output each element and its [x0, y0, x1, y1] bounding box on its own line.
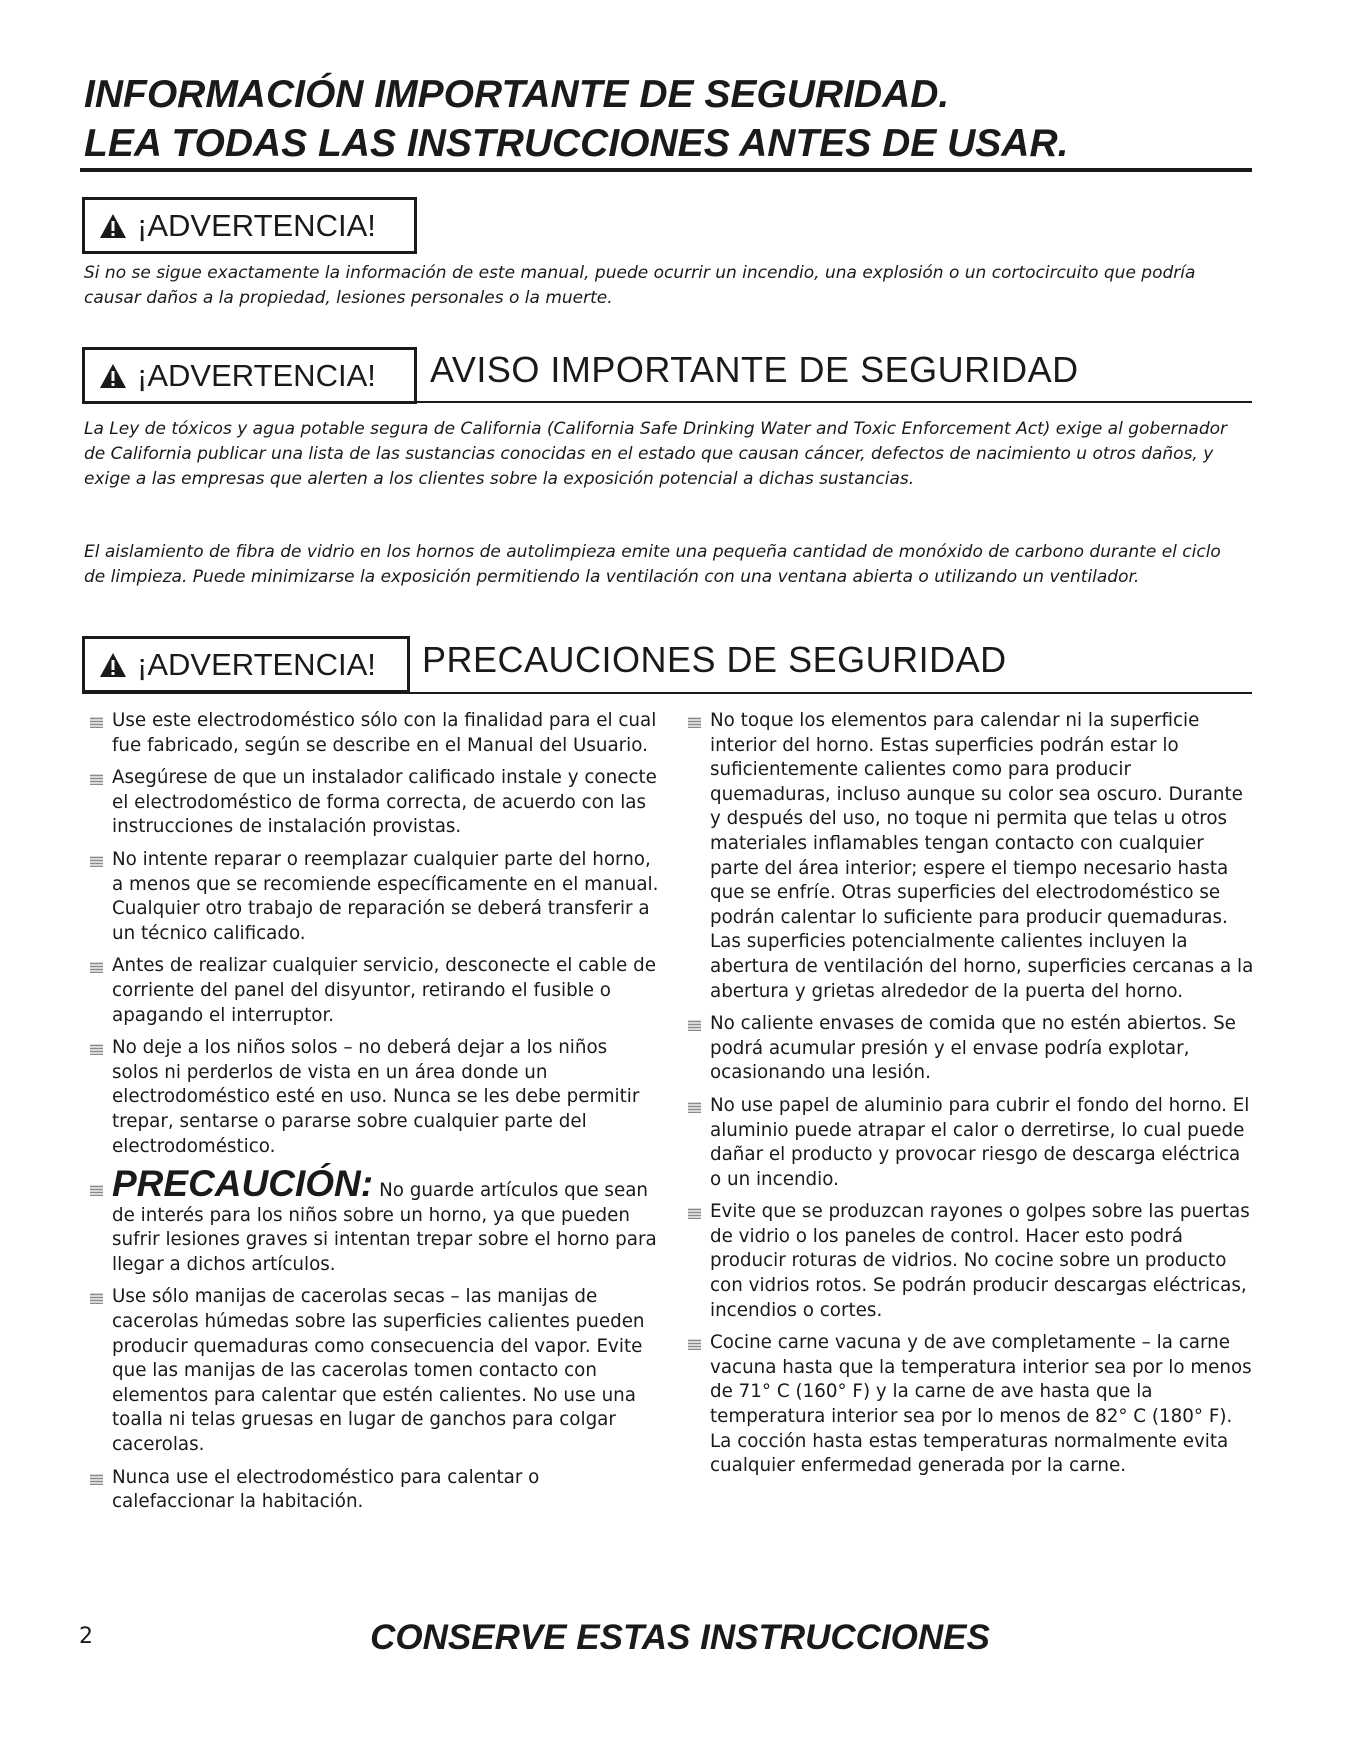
list-item: No caliente envases de comida que no estén abiertos. Se podrá acumular presión y el envase podría explotar, ocasionando una lesión.: [682, 1012, 1254, 1086]
section-heading-precauciones: PRECAUCIONES DE SEGURIDAD: [422, 639, 1007, 680]
bullet-icon: [688, 1020, 701, 1031]
section-heading-aviso: AVISO IMPORTANTE DE SEGURIDAD: [430, 349, 1079, 390]
list-item: Asegúrese de que un instalador calificado instale y conecte el electrodoméstico de forma correcta, de acuerdo con las instrucciones de instalación provistas.: [84, 766, 659, 840]
title-line-1: INFORMACIÓN IMPORTANTE DE SEGURIDAD.: [84, 73, 950, 116]
bullet-icon: [90, 717, 103, 728]
bullet-icon: [90, 1293, 103, 1304]
list-item: Use este electrodoméstico sólo con la finalidad para el cual fue fabricado, según se describe en el Manual del Usuario.: [84, 709, 659, 758]
section-2-divider: [82, 401, 1252, 403]
bullet-icon: [90, 1044, 103, 1055]
bullet-icon: [688, 1208, 701, 1219]
list-item: No toque los elementos para calendar ni la superficie interior del horno. Estas superficies podrán estar lo suficientemente calientes como para producir quemaduras, incluso aunque su color sea oscuro. Durante y después del uso, no toque ni permita que telas u otros materiales inflamables tengan contacto con cualquier parte del área interior; espere el tiempo necesario hasta que se enfríe. Otras superficies del electrodoméstico se podrán calentar lo suficiente para producir quemaduras. Las superficies potencialmente calientes incluyen la abertura de ventilación del horno, superficies cercanas a la abertura y grietas alrededor de la puerta del horno.: [682, 709, 1254, 1004]
right-column: [682, 709, 1254, 1487]
title-line-2: LEA TODAS LAS INSTRUCCIONES ANTES DE USAR.: [84, 122, 1069, 165]
bullet-icon: [90, 1185, 103, 1196]
bullet-icon: [90, 962, 103, 973]
caution-label: PRECAUCIÓN:: [112, 1163, 374, 1205]
section-3-divider: [82, 692, 1252, 694]
list-item: Use sólo manijas de cacerolas secas – las manijas de cacerolas húmedas sobre las superficies calientes pueden producir quemaduras como consecuencia del vapor. Evite que las manijas de las cacerolas tomen contacto con elementos para calentar que estén calientes. No use una toalla ni telas gruesas en lugar de ganchos para colgar cacerolas.: [84, 1285, 659, 1457]
bullet-icon: [688, 1102, 701, 1113]
warning-triangle-icon: [99, 363, 127, 389]
warning-box-2: [82, 347, 417, 404]
warning-box-1: [82, 197, 417, 254]
page-number: 2: [79, 1624, 93, 1649]
aviso-paragraph-1: La Ley de tóxicos y agua potable segura de California (California Safe Drinking Water and Toxic Enforcement Act) exige al gobernador de California publicar una lista de las sustancias conocidas en el estado que causan cáncer, defectos de nacimiento u otros daños, y exige a las empresas que alerten a los clientes sobre la exposición potencial a dichas sustancias.: [84, 419, 1228, 489]
list-item: No deje a los niños solos – no deberá dejar a los niños solos ni perderlos de vista en un área donde un electrodoméstico esté en uso. Nunca se les debe permitir trepar, sentarse o pararse sobre cualquier parte del electrodoméstico.: [84, 1036, 659, 1159]
list-item: No intente reparar o reemplazar cualquier parte del horno, a menos que se recomiende específicamente en el manual. Cualquier otro trabajo de reparación se deberá transferir a un técnico calificado.: [84, 848, 659, 946]
list-item: Cocine carne vacuna y de ave completamente – la carne vacuna hasta que la temperatura interior sea por lo menos de 71° C (160° F) y la carne de ave hasta que la temperatura interior sea por lo menos de 82° C (180° F). La cocción hasta estas temperaturas normalmente evita cualquier enfermedad generada por la carne.: [682, 1331, 1254, 1479]
bullet-icon: [688, 1339, 701, 1350]
bullet-icon: [90, 1474, 103, 1485]
list-item: Evite que se produzcan rayones o golpes sobre las puertas de vidrio o los paneles de control. Hacer esto podrá producir roturas de vidrios. No cocine sobre un producto con vidrios rotos. Se podrán producir descargas eléctricas, incendios o cortes.: [682, 1200, 1254, 1323]
list-item: Antes de realizar cualquier servicio, desconecte el cable de corriente del panel del disyuntor, retirando el fusible o apagando el interruptor.: [84, 954, 659, 1028]
bullet-icon: [90, 774, 103, 785]
list-item: Nunca use el electrodoméstico para calentar o calefaccionar la habitación.: [84, 1466, 659, 1515]
right-safety-list: [682, 709, 1254, 1479]
list-item: No use papel de aluminio para cubrir el fondo del horno. El aluminio puede atrapar el calor o derretirse, lo cual puede dañar el producto y provocar riesgo de descarga eléctrica o un incendio.: [682, 1094, 1254, 1192]
warning-box-3: [82, 636, 410, 693]
left-safety-list: [84, 709, 659, 1515]
warning-label: ¡ADVERTENCIA!: [137, 207, 376, 243]
footer-title: CONSERVE ESTAS INSTRUCCIONES: [370, 1618, 990, 1657]
bullet-icon: [90, 856, 103, 867]
warning-triangle-icon: [99, 652, 127, 678]
warning-1-text: Si no se sigue exactamente la información de este manual, puede ocurrir un incendio, una explosión o un cortocircuito que podría causar daños a la propiedad, lesiones personales o la muerte.: [84, 263, 1196, 308]
bullet-icon: [688, 717, 701, 728]
page-title: [84, 70, 1264, 168]
aviso-paragraph-2: El aislamiento de fibra de vidrio en los hornos de autolimpieza emite una pequeña cantidad de monóxido de carbono durante el ciclo de limpieza. Puede minimizarse la exposición permitiendo la ventilación con una ventana abierta o utilizando un ventilador.: [84, 542, 1221, 587]
warning-label: ¡ADVERTENCIA!: [137, 357, 376, 393]
warning-triangle-icon: [99, 213, 127, 239]
header-divider: [80, 168, 1252, 172]
warning-label: ¡ADVERTENCIA!: [137, 646, 376, 682]
caution-item: [84, 1163, 659, 1277]
left-column: [84, 709, 659, 1523]
caution-text: No guarde artículos que sean de interés para los niños sobre un horno, ya que pueden sufrir lesiones graves si intentan trepar sobre el horno para llegar a dichos artículos.: [112, 1180, 657, 1275]
